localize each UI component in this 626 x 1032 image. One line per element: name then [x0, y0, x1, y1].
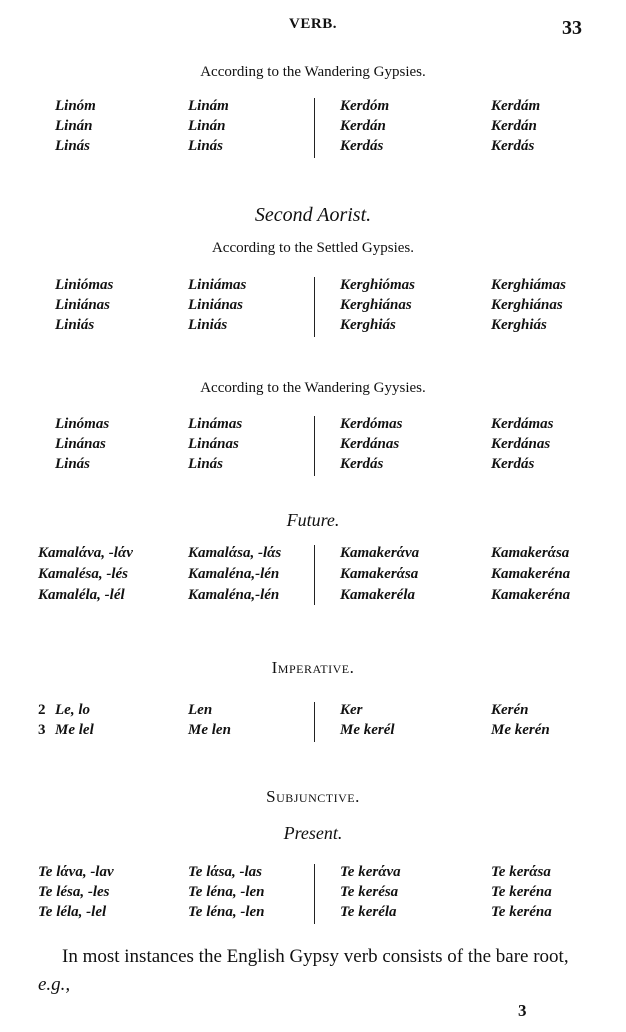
page-number: 33 — [562, 17, 582, 39]
cell: Linómas — [55, 416, 110, 432]
table-row — [0, 545, 626, 565]
table-row — [0, 317, 626, 337]
section-subtitle-present: Present. — [283, 823, 343, 843]
cell: Kamakerάva — [340, 545, 420, 561]
cell: Ker — [340, 702, 363, 718]
cell: Le, lo — [55, 702, 90, 718]
cell: Te keréla — [340, 904, 397, 920]
table-row — [0, 138, 626, 158]
cell: Te léla, -lel — [38, 904, 107, 920]
cell: Te kerésa — [340, 884, 399, 900]
cell: Kamakeréla — [340, 587, 415, 603]
cell: Linán — [188, 118, 226, 134]
cell: Liniás — [188, 317, 228, 333]
cell: Linám — [188, 98, 229, 114]
cell: Linás — [188, 138, 224, 154]
cell: Te léna, -len — [188, 884, 265, 900]
table-row — [0, 277, 626, 297]
cell: Kerghiás — [491, 317, 547, 333]
cell: Kamaléna,-lén — [188, 587, 280, 603]
paragraph-eg: e.g., — [38, 974, 71, 995]
cell: Kerghiánas — [340, 297, 412, 313]
table-row — [0, 722, 626, 742]
table-row — [0, 904, 626, 924]
cell: Te kerάsa — [491, 864, 551, 880]
cell: Linóm — [55, 98, 96, 114]
cell: Kamakerάsa — [491, 545, 570, 561]
caption-settled-gypsies: According to the Settled Gypsies. — [211, 240, 415, 256]
cell: Te keréna — [491, 884, 552, 900]
cell: Me kerél — [340, 722, 395, 738]
cell: Liniámas — [188, 277, 247, 293]
signature-mark: 3 — [518, 1001, 527, 1020]
cell: Kerghiámas — [491, 277, 567, 293]
cell: Kamalάva, -lάv — [38, 545, 133, 561]
cell: Liniánas — [55, 297, 111, 313]
section-title-subjunctive: Subjunctive. — [266, 787, 360, 806]
cell: Kamalάsa, -lάs — [188, 545, 282, 561]
table-row — [0, 864, 626, 884]
cell: Te keréna — [491, 904, 552, 920]
cell: Linás — [55, 456, 91, 472]
cell: Kerdánas — [340, 436, 400, 452]
paragraph-text: In most instances the English Gypsy verb consists of the bare root, — [62, 946, 569, 967]
cell: Liniómas — [55, 277, 114, 293]
cell: Kerghiánas — [491, 297, 563, 313]
cell: Kerdán — [491, 118, 537, 134]
cell: Me len — [188, 722, 231, 738]
cell: Te lάsa, -las — [188, 864, 262, 880]
cell: Kamaléna,-lén — [188, 566, 280, 582]
cell: Kamakerάsa — [340, 566, 419, 582]
cell: Kerdás — [491, 138, 535, 154]
table-row — [0, 436, 626, 456]
cell: Kamalésa, -lés — [38, 566, 128, 582]
section-title-second-aorist: Second Aorist. — [254, 204, 372, 226]
cell: Linánas — [55, 436, 106, 452]
running-head: VERB. — [289, 16, 337, 32]
cell: Te léna, -len — [188, 904, 265, 920]
cell: Liniánas — [188, 297, 244, 313]
cell: Kerdás — [340, 138, 384, 154]
cell: Kerdás — [491, 456, 535, 472]
cell: Te kerάva — [340, 864, 401, 880]
table-row — [0, 884, 626, 904]
table-row — [0, 297, 626, 317]
table-row — [0, 702, 626, 722]
cell: Kerén — [491, 702, 529, 718]
section-title-imperative: Imperative. — [271, 658, 355, 677]
cell: Kamakeréna — [491, 587, 571, 603]
cell: Me lel — [55, 722, 94, 738]
person-number: 3 — [38, 722, 46, 738]
cell: Kerdán — [340, 118, 386, 134]
cell: Kerdóm — [340, 98, 390, 114]
cell: Kamakeréna — [491, 566, 571, 582]
body-paragraph — [38, 943, 598, 999]
person-number: 2 — [38, 702, 46, 718]
cell: Len — [188, 702, 213, 718]
cell: Linás — [188, 456, 224, 472]
cell: Kerdám — [491, 98, 541, 114]
table-row — [0, 566, 626, 586]
cell: Kamaléla, -lél — [38, 587, 125, 603]
cell: Linás — [55, 138, 91, 154]
cell: Kerghiómas — [340, 277, 416, 293]
cell: Kerdánas — [491, 436, 551, 452]
cell: Liniás — [55, 317, 95, 333]
section-title-future: Future. — [286, 510, 340, 530]
table-row — [0, 456, 626, 476]
caption-wandering-gypsies: According to the Wandering Gypsies. — [200, 64, 426, 80]
cell: Me kerén — [491, 722, 550, 738]
cell: Linán — [55, 118, 93, 134]
table-row — [0, 416, 626, 436]
table-row — [0, 98, 626, 118]
cell: Linánas — [188, 436, 239, 452]
cell: Kerghiás — [340, 317, 396, 333]
cell: Kerdámas — [491, 416, 554, 432]
table-row — [0, 587, 626, 607]
cell: Kerdás — [340, 456, 384, 472]
table-row — [0, 118, 626, 138]
cell: Linámas — [188, 416, 243, 432]
cell: Te lésa, -les — [38, 884, 110, 900]
caption-wandering-gyysies: According to the Wandering Gyysies. — [200, 380, 426, 396]
cell: Te lάva, -lav — [38, 864, 114, 880]
cell: Kerdómas — [340, 416, 403, 432]
